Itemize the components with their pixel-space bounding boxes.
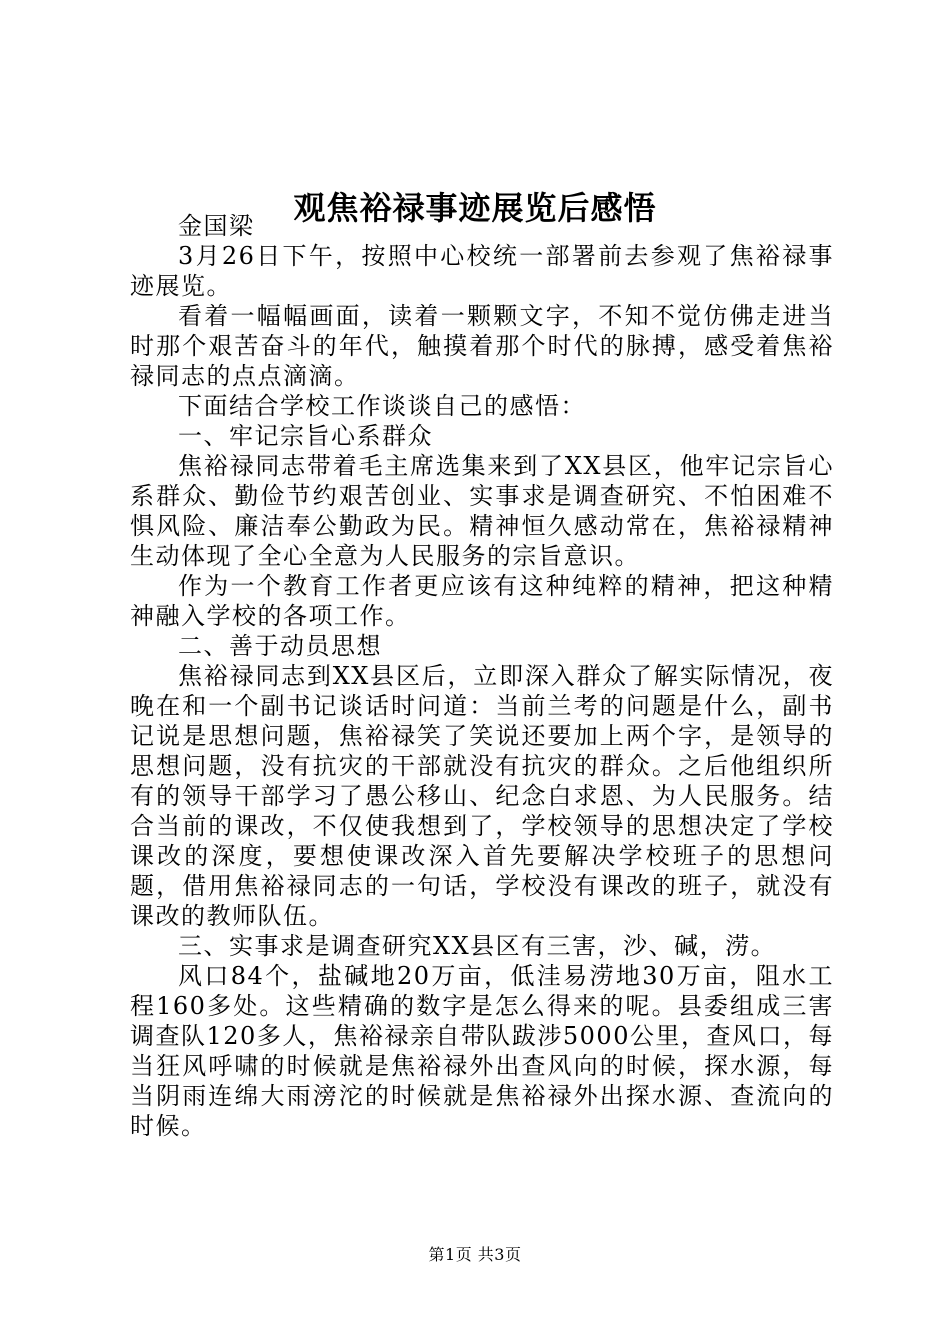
paragraph: 风口84个，盐碱地20万亩，低洼易涝地30万亩，阻水工程160多处。这些精确的数字是怎么得来的呢。县委组成三害调查队120多人，焦裕禄亲自带队跋涉5000公里，查风口，每当狂风呼啸的时候就是焦裕禄外出查风向的时候，探水源，每当阴雨连绵大雨滂沱的时候就是焦裕禄外出探水源、查流向的时候。 — [130, 962, 834, 1140]
section-heading: 一、牢记宗旨心系群众 — [178, 422, 433, 450]
paragraph: 焦裕禄同志到XX县区后，立即深入群众了解实际情况，夜晚在和一个副书记谈话时问道：当前兰考的问题是什么，副书记说是思想问题，焦裕禄笑了笑说还要加上两个字，是领导的思想问题，没有抗灾的干部就没有抗灾的群众。之后他组织所有的领导干部学习了愚公移山、纪念白求恩、为人民服务。结合当前的课改，不仅使我想到了，学校领导的思想决定了学校课改的深度，要想使课改深入首先要解决学校班子的思想问题，借用焦裕禄同志的一句话，学校没有课改的班子，就没有课改的教师队伍。 — [130, 662, 834, 930]
paragraph: 下面结合学校工作谈谈自己的感悟： — [178, 392, 586, 420]
document-body — [130, 211, 834, 1141]
paragraph: 焦裕禄同志带着毛主席选集来到了XX县区，他牢记宗旨心系群众、勤俭节约艰苦创业、实事求是调查研究、不怕困难不惧风险、廉洁奉公勤政为民。精神恒久感动常在，焦裕禄精神生动体现了全心全意为人民服务的宗旨意识。 — [130, 452, 834, 570]
paragraph: 3月26日下午，按照中心校统一部署前去参观了焦裕禄事迹展览。 — [130, 242, 834, 300]
section-heading: 二、善于动员思想 — [178, 632, 382, 660]
document-title: 观焦裕禄事迹展览后感悟 — [293, 189, 657, 227]
paragraph: 看着一幅幅画面，读着一颗颗文字，不知不觉仿佛走进当时那个艰苦奋斗的年代，触摸着那个时代的脉搏，感受着焦裕禄同志的点点滴滴。 — [130, 302, 834, 390]
page-number-footer: 第1页 共3页 — [428, 1245, 522, 1264]
paragraph: 作为一个教育工作者更应该有这种纯粹的精神，把这种精神融入学校的各项工作。 — [130, 572, 834, 630]
section-heading: 三、实事求是调查研究XX县区有三害，沙、碱，涝。 — [178, 932, 777, 960]
author-line: 金国梁 — [178, 212, 255, 240]
